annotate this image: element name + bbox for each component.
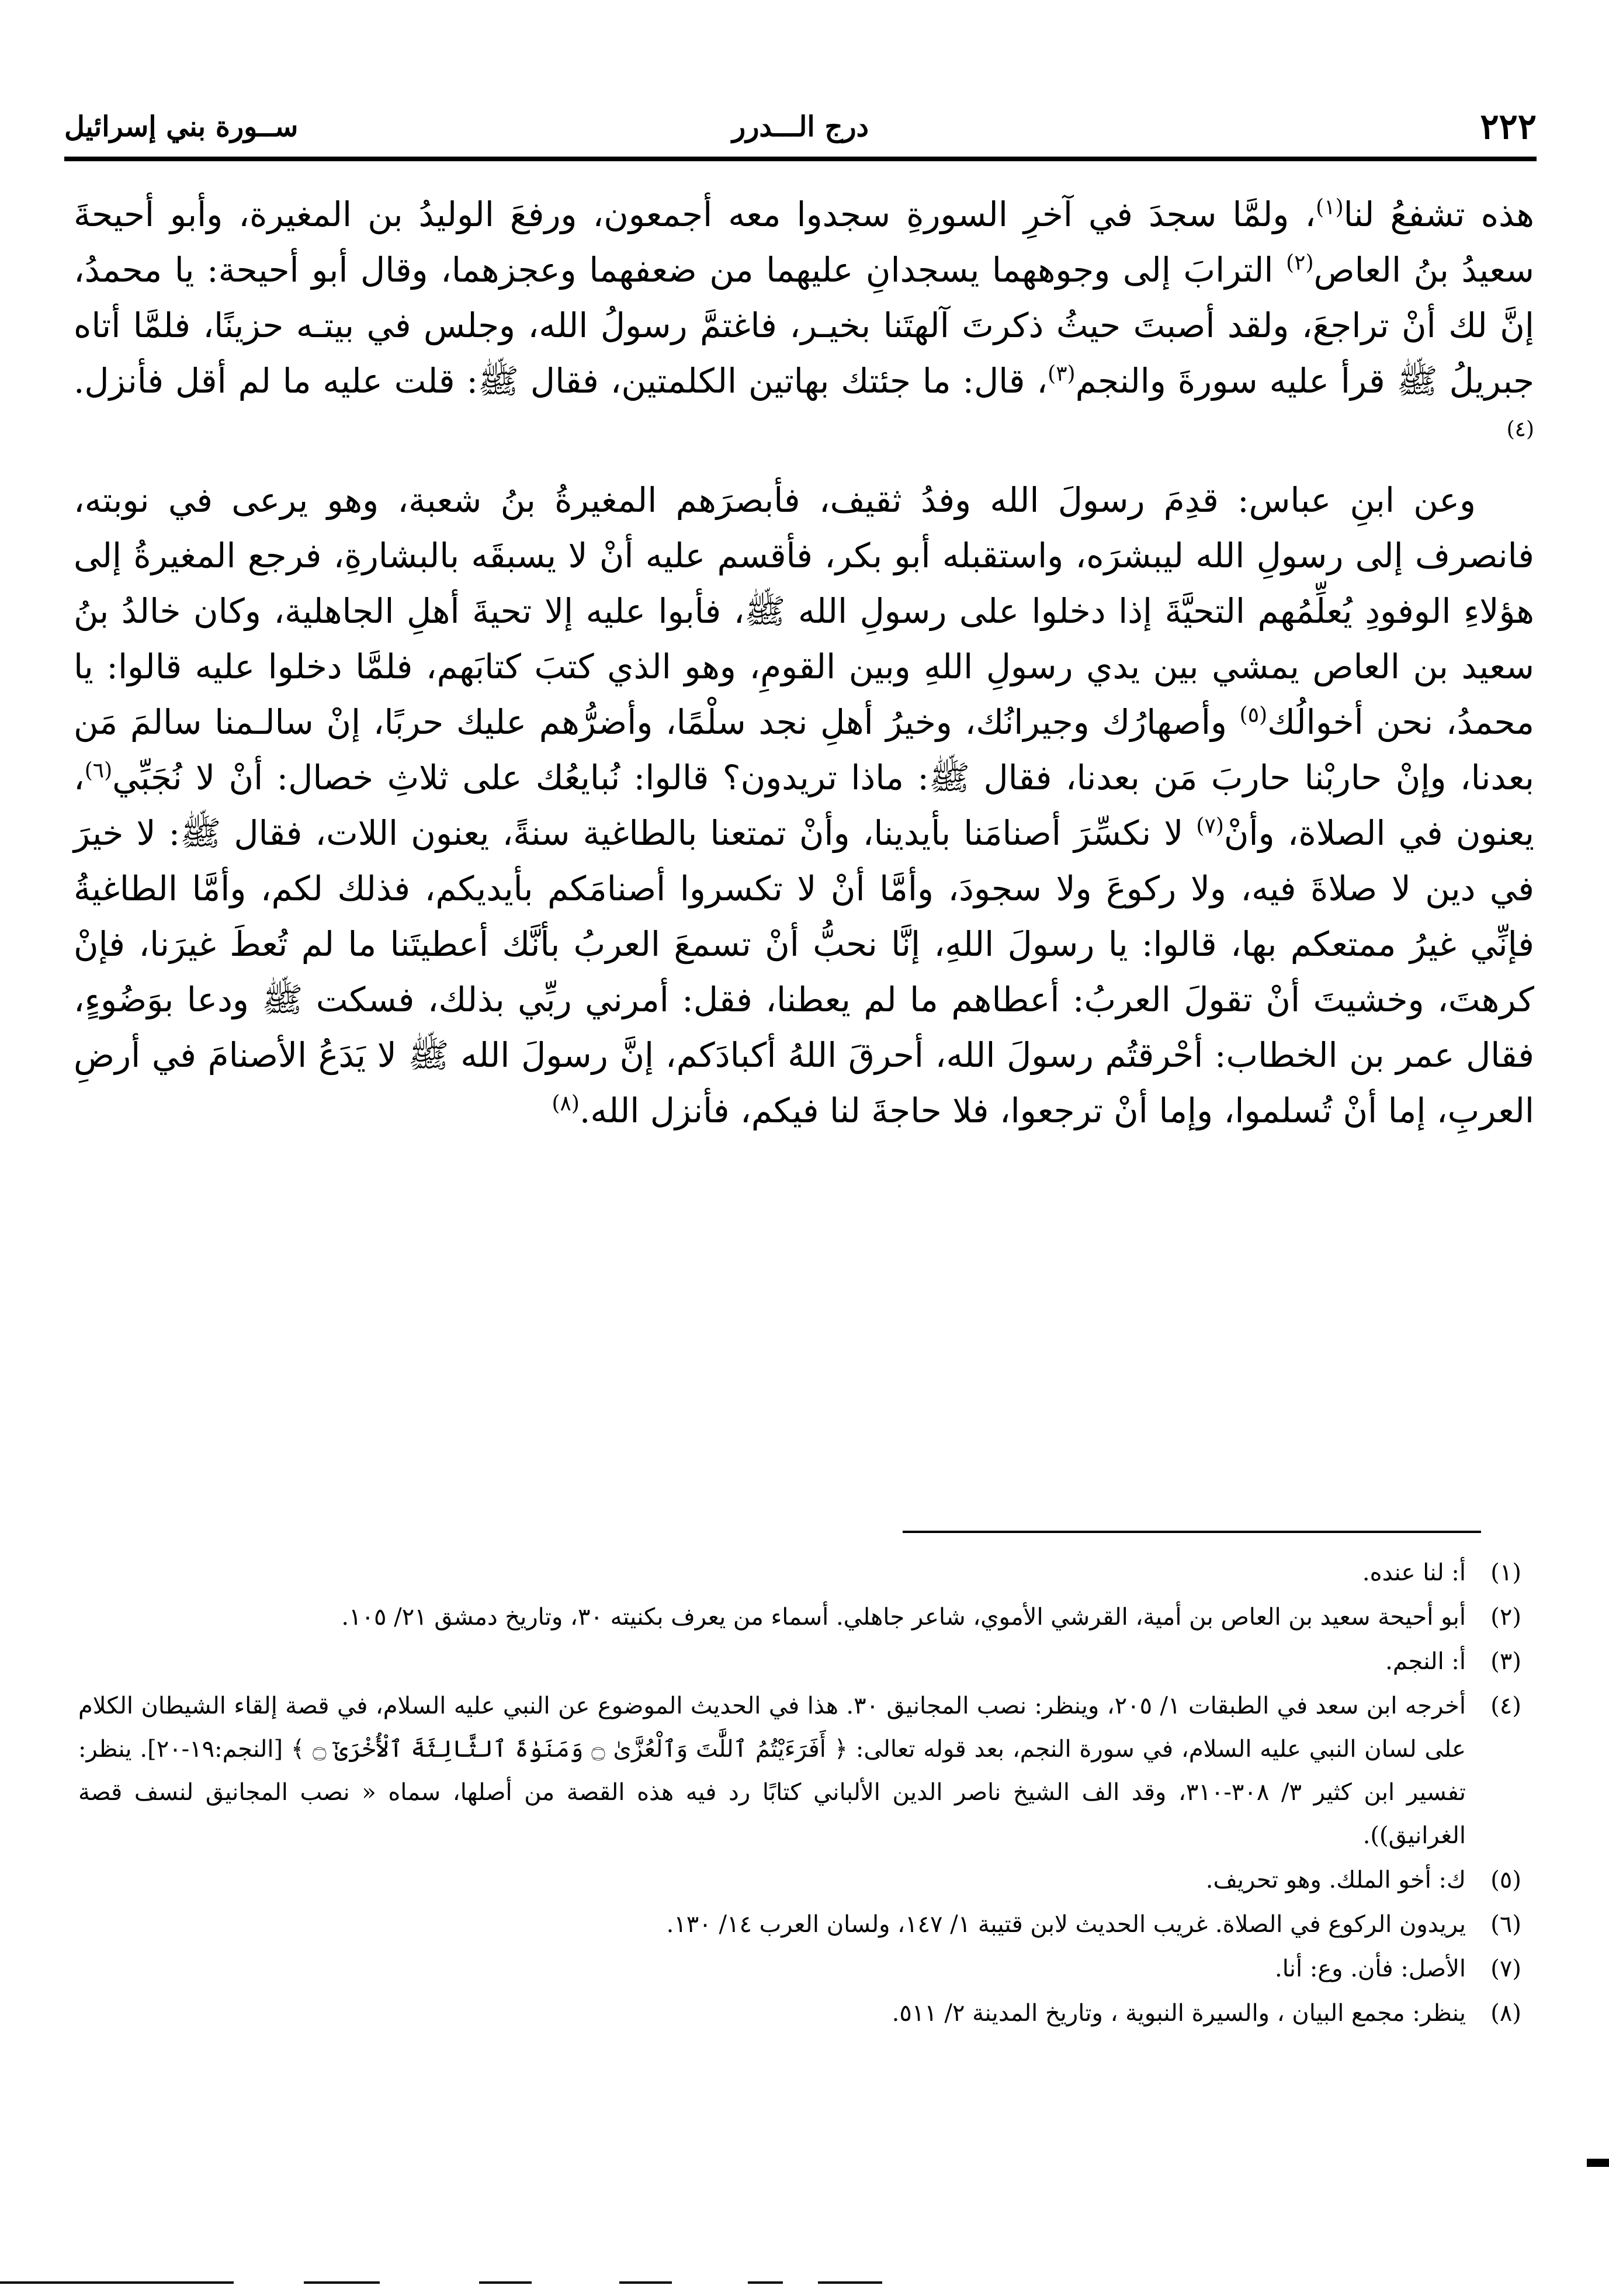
text-run: لا نكسِّرَ أصنامَنا بأيدينا، وأنْ تمتعنا بالطاغية سنةً، يعنون اللات، فقال ﷺ: لا خيرَ في دين لا صلاةَ فيه، ولا ركوعَ ولا سجودَ، وأمَّا أنْ لا تكسروا أصنامَكم بأيديكم، فذلك لكم، وأمَّا الطاغيةُ فإنِّي غيرُ ممتعكم بها، قالوا: يا رسولَ اللهِ، إنَّا نحبُّ أنْ تسمعَ العربُ بأنَّك أعطيتَنا ما لم تُعطَ غيرَنا، فإنْ كرهتَ، وخشيتَ أنْ تقولَ العربُ: أعطاهم ما لم يعطنا، فقل: أمرني ربِّي بذلك، فسكت ﷺ ودعا بوَضُوءٍ، فقال عمر بن الخطاب: أحْرقتُم رسولَ الله، أحرقَ اللهُ أكبادَكم، إنَّ رسولَ الله ﷺ لا يَدَعُ الأصنامَ في أرضِ العربِ، إما أنْ تُسلموا، وإما أنْ ترجعوا، فلا حاجةَ لنا فيكم، فأنزل الله. [74,813,1534,1130]
scan-dash [0,2281,234,2284]
scan-dash [818,2281,882,2284]
scan-dash [748,2281,783,2284]
footnote-text: ينظر: مجمع البيان ، والسيرة النبوية ، وتاريخ المدينة ٢/ ٥١١. [892,2000,1466,2027]
text-run: الترابَ إلى وجوههما يسجدانِ عليهما من ضعفهما وعجزهما، وقال أبو أحيحة: يا محمدُ، إنَّ لك أنْ تراجعَ، ولقد أصبتَ حيثُ ذكرتَ آلهتَنا بخيـر، فاغتمَّ رسولُ الله، وجلس في بيتـه حزينًا، فلمَّا أتاه جبريلُ ﷺ قرأ عليه سورةَ والنجم [74,250,1535,401]
text-run: وعن ابنِ عباس: قدِمَ رسولَ الله وفدُ ثقيف، فأبصرَهم المغيرةُ بنُ شعبة، وهو يرعى في نوبته، فانصرف إلى رسولِ الله ليبشرَه، واستقبله أبو بكر، فأقسم عليه أنْ لا يسبقَه بالبشارةِ، فرجع المغيرةُ إلى هؤلاءِ الوفودِ يُعلِّمُهم التحيَّةَ إذا دخلوا على رسولِ الله ﷺ، فأبوا عليه إلا تحيةَ أهلِ الجاهلية، وكان خالدُ بنُ سعيد بن العاص يمشي بين يدي رسولِ اللهِ وبين القومِ، وهو الذي كتبَ كتابَهم، فلمَّا دخلوا عليه قالوا: يا محمدُ، نحن أخوالُك [74,480,1535,742]
scan-edge-mark [1587,2159,1609,2167]
footnote-text: الأصل: فأن. وع: أنا. [1274,1955,1466,1982]
footnote-text: ك: أخو الملك. وهو تحريف. [1205,1867,1466,1893]
footnote-ref: (٥) [1239,703,1268,727]
book-title: درج الـــدرر [732,110,869,143]
footnote [78,1992,1521,2035]
footnote [78,1947,1521,1990]
footnote-ref: (٤) [1506,417,1534,442]
footnote [78,1684,1521,1857]
footnote-number: (٦) [1490,1911,1521,1938]
footnote-number: (٨) [1490,2000,1521,2027]
footnote-number: (١) [1490,1559,1521,1586]
footnote-text: أ: لنا عنده. [1362,1559,1466,1586]
footnote-separator [903,1531,1481,1533]
footnote-ref: (١) [1316,195,1344,220]
footnote-ref: (٢) [1286,251,1314,275]
footnote-number: (٢) [1490,1604,1521,1631]
footnotes [78,1551,1521,2036]
footnote-ref: (٧) [1196,814,1224,838]
scan-dash [479,2281,532,2284]
paragraph-1 [74,187,1534,464]
running-header [64,102,1537,152]
footnote-text: أ: النجم. [1385,1648,1466,1675]
scan-dash [304,2281,380,2284]
text-run: هذه تشفعُ لنا [1343,195,1534,234]
footnote-ref: (٦) [84,758,113,783]
main-text [74,187,1534,1139]
scan-dash [619,2281,672,2284]
footnote-number: (٧) [1490,1955,1521,1982]
footnote [78,1858,1521,1902]
paragraph-2 [74,473,1534,1139]
footnote-ref: (٣) [1048,362,1076,386]
footnote [78,1596,1521,1639]
footnote-number: (٤) [1490,1692,1521,1719]
footnote [78,1640,1521,1683]
footnote-number: (٥) [1490,1867,1521,1893]
footnote [78,1551,1521,1594]
footnote [78,1903,1521,1946]
footnote-ref: (٨) [552,1091,580,1116]
text-run: ، قال: ما جئتك بهاتين الكلمتين، فقال ﷺ: قلت عليه ما لم أقل فأنزل. [74,361,1048,401]
footnote-text: أبو أحيحة سعيد بن العاص بن أمية، القرشي الأموي، شاعر جاهلي. أسماء من يعرف بكنيته ٣٠، وتاريخ دمشق ٢١/ ١٠٥. [341,1604,1466,1631]
page-number: ٢٢٢ [1480,106,1537,147]
footnote-number: (٣) [1490,1648,1521,1675]
header-rule [64,157,1537,161]
footnote-text: أخرجه ابن سعد في الطبقات ١/ ٢٠٥، وينظر: نصب المجانيق ٣٠. هذا في الحديث الموضوع عن النبي عليه السلام، في قصة إلقاء الشيطان الكلام على لسان النبي عليه السلام، في سورة النجم، بعد قوله تعالى: ﴿ أَفَرَءَيْتُمُ ٱللَّٰتَ وَٱلْعُزَّىٰ ۝ وَمَنَوٰةَ ٱلثَّالِثَةَ ٱلْأُخْرَىٰٓ ۝ ﴾ [النجم:١٩-٢٠]. ينظر: تفسير ابن كثير ٣/ ٣٠٨-٣١٠، وقد الف الشيخ ناصر الدين الألباني كتابًا رد فيه هذه القصة من أصلها، سماه « نصب المجانيق لنسف قصة الغرانيق)). [78,1692,1466,1849]
text-run: ، ولمَّا سجدَ في آخرِ السورةِ سجدوا معه أجمعون، ورفعَ الوليدُ بن المغيرة، وأبو أحيحةَ سعيدُ بنُ العاص [74,195,1534,290]
text-run: وأصهارُك وجيرانُك، وخيرُ أهلِ نجد سلْمًا، وأضرُّهم عليك حربًا، إنْ سالـمنا سالمَ مَن بعدنا، وإنْ حاربْنا حاربَ مَن بعدنا، فقال ﷺ: ماذا تريدون؟ قالوا: نُبايعُك على ثلاثِ خصال: أنْ لا نُجَبِّي [74,702,1534,797]
footnote-text: يريدون الركوع في الصلاة. غريب الحديث لابن قتيبة ١/ ١٤٧، ولسان العرب ١٤/ ١٣٠. [666,1911,1466,1938]
surah-title: ســورة بني إسرائيل [64,110,299,143]
text-run: ، يعنون في الصلاة، وأنْ [74,758,1535,853]
